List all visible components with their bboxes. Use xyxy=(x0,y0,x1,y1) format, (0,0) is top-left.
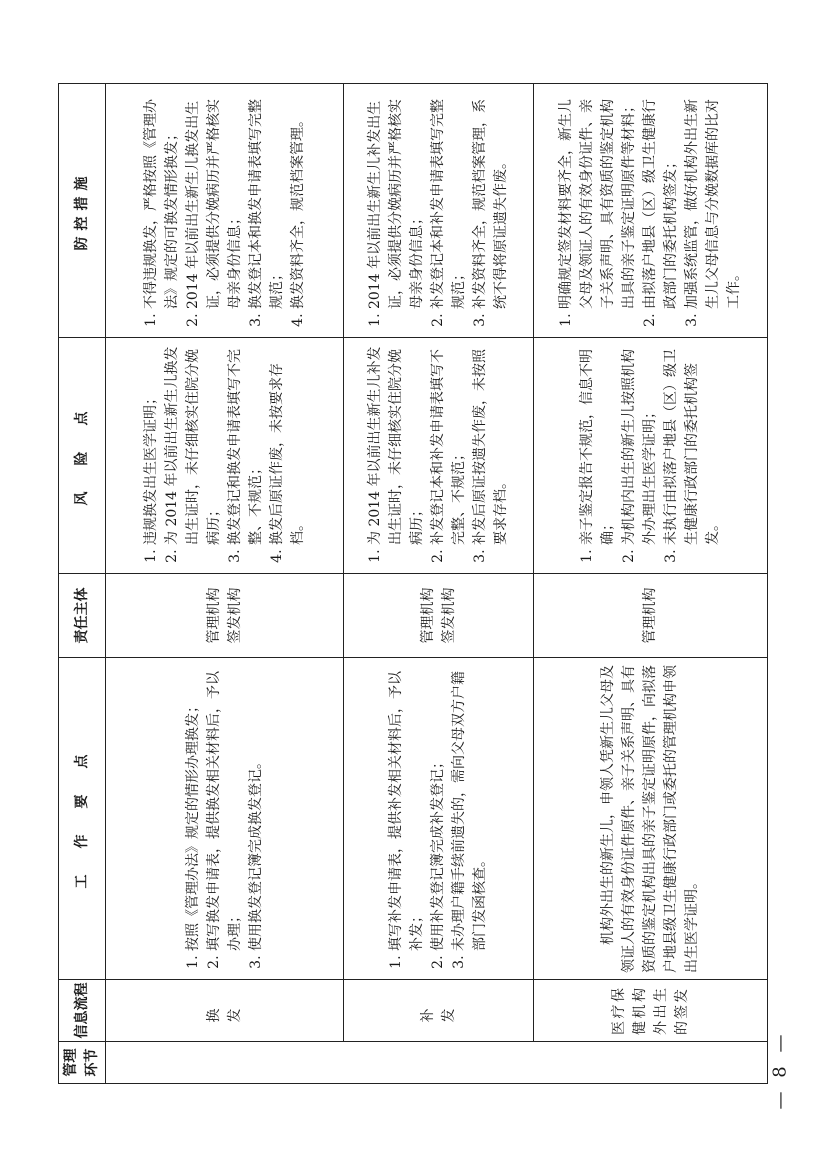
header-work-points: 工 作 要 点 xyxy=(59,658,106,980)
measures-cell xyxy=(534,84,768,338)
info-flow-cell: 换 发 xyxy=(106,980,344,1042)
list-item: 4. 换发后原证作废，未按要求存档。 xyxy=(267,344,309,545)
measures-cell xyxy=(344,84,534,338)
work-points-cell xyxy=(344,658,534,980)
responsible-cell xyxy=(344,574,534,658)
info-flow-cell: 补 发 xyxy=(344,980,534,1042)
list-item: 2. 为 2014 年以前出生新生儿换发出生证时，未仔细核实住院分娩病历； xyxy=(162,344,225,545)
rotated-page xyxy=(58,84,768,1084)
responsible-text: 管理机构 xyxy=(642,587,658,644)
list-item: 1. 不得违规换发，严格按照《管理办法》规定的可换发情形换发； xyxy=(141,90,183,309)
header-stage: 管理环节 xyxy=(59,1042,106,1084)
measures-cell xyxy=(106,84,344,338)
list-item: 3. 换发登记和换发申请表填写不完整、不规范； xyxy=(225,344,267,545)
list-item: 3. 未执行由拟落户地县（区）级卫生健康行政部门的委托机构签发。 xyxy=(661,344,724,545)
header-info-flow: 信息流程 xyxy=(59,980,106,1042)
info-flow-cell: 医疗保健机构外出生的签发 xyxy=(534,980,768,1042)
list-item: 1. 填写补发申请表，提供补发相关材料后，予以补发； xyxy=(386,664,428,951)
list-item: 1. 按照《管理办法》规定的情形办理换发； xyxy=(183,664,204,951)
header-risk-points: 风 险 点 xyxy=(59,338,106,574)
table-row xyxy=(534,84,768,1084)
stage-cell xyxy=(106,1042,768,1084)
list-item: 2. 使用补发登记簿完成补发登记； xyxy=(428,664,449,951)
list-item: 3. 未办理户籍手续前遗失的，需向父母双方户籍部门发函核查。 xyxy=(449,664,491,951)
page-number-text: — 8 — xyxy=(769,1030,791,1110)
list-item: 3. 补发后原证按遗失作废，未按照要求存档。 xyxy=(470,344,512,545)
list-item: 2. 补发登记本和补发申请表填写不完整、不规范； xyxy=(428,344,470,545)
list-item: 3. 补发资料齐全，规范档案管理，系统不得将原证遗失作废。 xyxy=(470,90,512,309)
list-item: 3. 使用换发登记簿完成换发登记。 xyxy=(246,664,267,951)
work-points-cell xyxy=(106,658,344,980)
list-item: 3. 加强系统监管，做好机构外出生新生儿父母信息与分娩数据库的比对工作。 xyxy=(682,90,745,309)
list-item: 1. 为 2014 年以前出生新生儿补发出生证时，未仔细核实住院分娩病历； xyxy=(365,344,428,545)
table-row xyxy=(344,84,534,1084)
header-responsible: 责任主体 xyxy=(59,574,106,658)
list-item: 1. 违规换发出生医学证明； xyxy=(141,344,162,545)
list-item: 2. 由拟落户地县（区）级卫生健康行政部门的委托机构签发； xyxy=(640,90,682,309)
list-item: 2. 2014 年以前出生新生儿换发出生证，必须提供分娩病历并严格核实母亲身份信息； xyxy=(183,90,246,309)
list-item: 2. 填写换发申请表，提供换发相关材料后，予以办理； xyxy=(204,664,246,951)
risk-points-cell xyxy=(106,338,344,574)
list-item: 1. 亲子鉴定报告不规范，信息不明确； xyxy=(577,344,619,545)
responsible-text: 管理机构 签发机构 xyxy=(205,587,243,644)
responsible-text: 管理机构 签发机构 xyxy=(419,587,457,644)
list-item: 4. 换发资料齐全，规范档案管理。 xyxy=(288,90,309,309)
table-header-row xyxy=(59,84,106,1084)
table-row xyxy=(106,84,344,1084)
list-item: 2. 补发登记本和补发申请表填写完整规范； xyxy=(428,90,470,309)
list-item: 1. 明确规定签发材料要齐全，新生儿父母及领证人的有效身份证件、亲子关系声明、具有资质的鉴定机构出具的亲子鉴定证明原件等材料； xyxy=(556,90,640,309)
list-item: 2. 为机构内出生的新生儿按照机构外办理出生医学证明； xyxy=(619,344,661,545)
responsible-cell xyxy=(534,574,768,658)
work-paragraph: 机构外出生的新生儿，申领人凭新生儿父母及领证人的有效身份证件原件、亲子关系声明、具有资质的鉴定机构出具的亲子鉴定证明原件，向拟落户地县级卫生健康行政部门或委托的管理机构申领出生医学证明。 xyxy=(600,665,700,973)
risk-points-cell xyxy=(344,338,534,574)
page-number xyxy=(765,1005,795,1135)
responsible-cell xyxy=(106,574,344,658)
list-item: 1. 2014 年以前出生新生儿补发出生证，必须提供分娩病历并严格核实母亲身份信息； xyxy=(365,90,428,309)
risk-points-cell xyxy=(534,338,768,574)
header-measures: 防控措施 xyxy=(59,84,106,338)
list-item: 3. 换发登记本和换发申请表填写完整规范； xyxy=(246,90,288,309)
work-points-cell xyxy=(534,658,768,980)
risk-control-table xyxy=(58,83,768,1084)
